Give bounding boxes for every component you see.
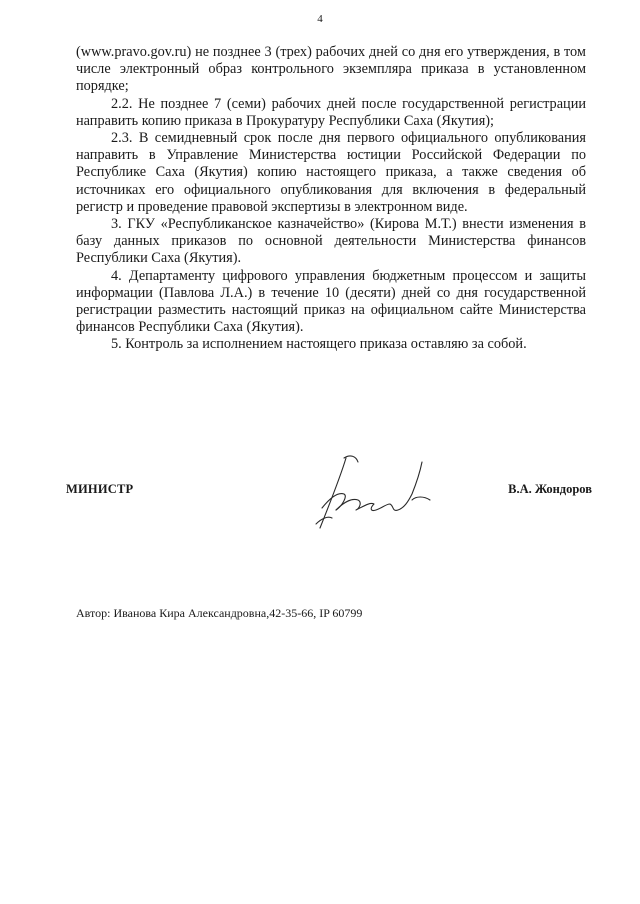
paragraph-4: 4. Департаменту цифрового управления бюджетным процессом и защиты информации (Павлова Л.А.) в течение 10 (десяти) дней со дня государственной регистрации разместить настоящий приказ на официальном сайте Министерства финансов Республики Саха (Якутия). bbox=[76, 267, 586, 336]
page-number: 4 bbox=[317, 13, 323, 25]
signatory-name: В.А. Жондоров bbox=[508, 482, 592, 496]
paragraph-2-2: 2.2. Не позднее 7 (семи) рабочих дней после государственной регистрации направить копию приказа в Прокуратуру Республики Саха (Якутия); bbox=[76, 95, 586, 129]
signatory-title: МИНИСТР bbox=[66, 482, 134, 496]
signature-block bbox=[0, 448, 640, 538]
document-body bbox=[76, 44, 586, 354]
handwritten-signature bbox=[300, 448, 450, 538]
paragraph-2-3: 2.3. В семидневный срок после дня первого официального опубликования направить в Управление Министерства юстиции Российской Федерации по Республике Саха (Якутия) копию настоящего приказа, а также сведения об источниках его официального опубликования для включения в федеральный регистр и проведение правовой экспертизы в электронном виде. bbox=[76, 130, 586, 215]
paragraph-continuation: (www.pravo.gov.ru) не позднее 3 (трех) рабочих дней со дня его утверждения, в том числе электронный образ контрольного экземпляра приказа в установленном порядке; bbox=[76, 44, 586, 95]
author-note: Автор: Иванова Кира Александровна,42-35-66, IP 60799 bbox=[76, 606, 363, 620]
paragraph-5: 5. Контроль за исполнением настоящего приказа оставляю за собой. bbox=[111, 336, 527, 353]
paragraph-3: 3. ГКУ «Республиканское казначейство» (Кирова М.Т.) внести изменения в базу данных приказов по основной деятельности Министерства финансов Республики Саха (Якутия). bbox=[76, 216, 586, 267]
